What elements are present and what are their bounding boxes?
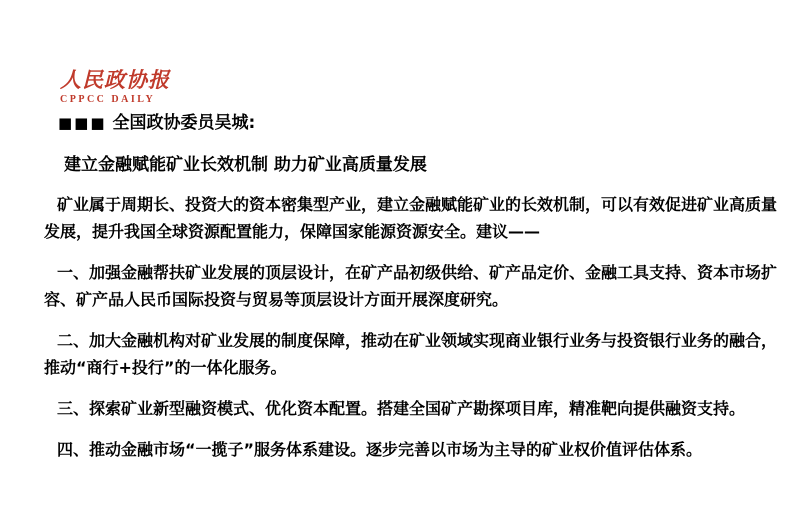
article-paragraph-intro: 矿业属于周期长、投资大的资本密集型产业，建立金融赋能矿业的长效机制，可以有效促进矿业高质量发展，提升我国全球资源配置能力，保障国家能源资源安全。建议—— [44, 195, 778, 241]
newspaper-masthead [60, 68, 170, 105]
byline [58, 112, 803, 134]
article-paragraph-point-3: 三、探索矿业新型融资模式、优化资本配置。搭建全国矿产勘探项目库，精准靶向提供融资支持。 [57, 399, 746, 418]
article-body [0, 112, 803, 463]
newspaper-logo-subtitle: CPPCC DAILY [60, 94, 156, 105]
newspaper-logo: 人民政协报 [60, 67, 170, 92]
article-paragraph-point-1: 一、加强金融帮扶矿业发展的顶层设计，在矿产品初级供给、矿产品定价、金融工具支持、资本市场扩容、矿产品人民币国际投资与贸易等顶层设计方面开展深度研究。 [44, 263, 778, 309]
article-paragraph-point-4: 四、推动金融市场“一揽子”服务体系建设。逐步完善以市场为主导的矿业权价值评估体系。 [57, 440, 703, 459]
article-paragraph-point-2: 二、加大金融机构对矿业发展的制度保障，推动在矿业领域实现商业银行业务与投资银行业务的融合，推动“商行+投行”的一体化服务。 [44, 331, 778, 377]
article-title: 建立金融赋能矿业长效机制 助力矿业高质量发展 [64, 155, 427, 175]
byline-marker-squares: ■■■ [58, 114, 107, 132]
byline-text: 全国政协委员吴城: [112, 113, 256, 133]
